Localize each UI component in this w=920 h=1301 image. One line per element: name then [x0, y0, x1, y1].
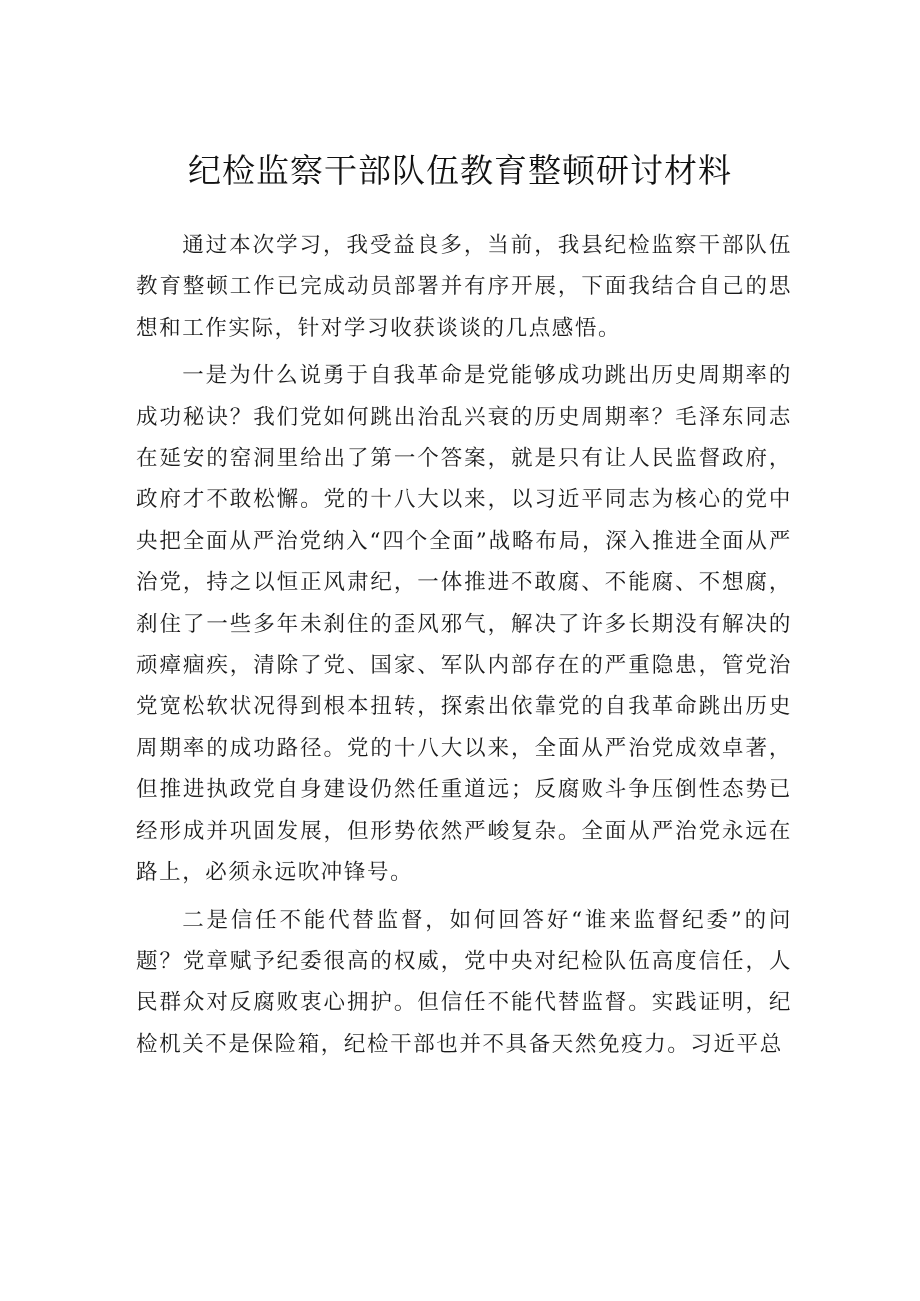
document-title: 纪检监察干部队伍教育整顿研讨材料 — [188, 151, 732, 190]
paragraph-point-one: 一是为什么说勇于自我革命是党能够成功跳出历史周期率的成功秘诀？我们党如何跳出治乱兴衰的历史周期率？毛泽东同志在延安的窑洞里给出了第一个答案，就是只有让人民监督政府，政府才不敢松懈。党的十八大以来，以习近平同志为核心的党中央把全面从严治党纳入“四个全面”战略布局，深入推进全面从严治党，持之以恒正风肃纪，一体推进不敢腐、不能腐、不想腐，刹住了一些多年未刹住的歪风邪气，解决了许多长期没有解决的顽瘴痼疾，清除了党、国家、军队内部存在的严重隐患，管党治党宽松软状况得到根本扭转，探索出依靠党的自我革命跳出历史周期率的成功路径。党的十八大以来，全面从严治党成效卓著，但推进执政党自身建设仍然任重道远；反腐败斗争压倒性态势已经形成并巩固发展，但形势依然严峻复杂。全面从严治党永远在路上，必须永远吹冲锋号。 — [136, 363, 792, 886]
paragraph-point-two: 二是信任不能代替监督，如何回答好“谁来监督纪委”的问题？党章赋予纪委很高的权威，党中央对纪检队伍高度信任，人民群众对反腐败衷心拥护。但信任不能代替监督。实践证明，纪检机关不是保险箱，纪检干部也并不具备天然免疫力。习近平总 — [136, 907, 792, 1057]
document-body — [136, 225, 792, 1071]
paragraph-intro: 通过本次学习，我受益良多，当前，我县纪检监察干部队伍教育整顿工作已完成动员部署并有序开展，下面我结合自己的思想和工作实际，针对学习收获谈谈的几点感悟。 — [136, 233, 792, 341]
